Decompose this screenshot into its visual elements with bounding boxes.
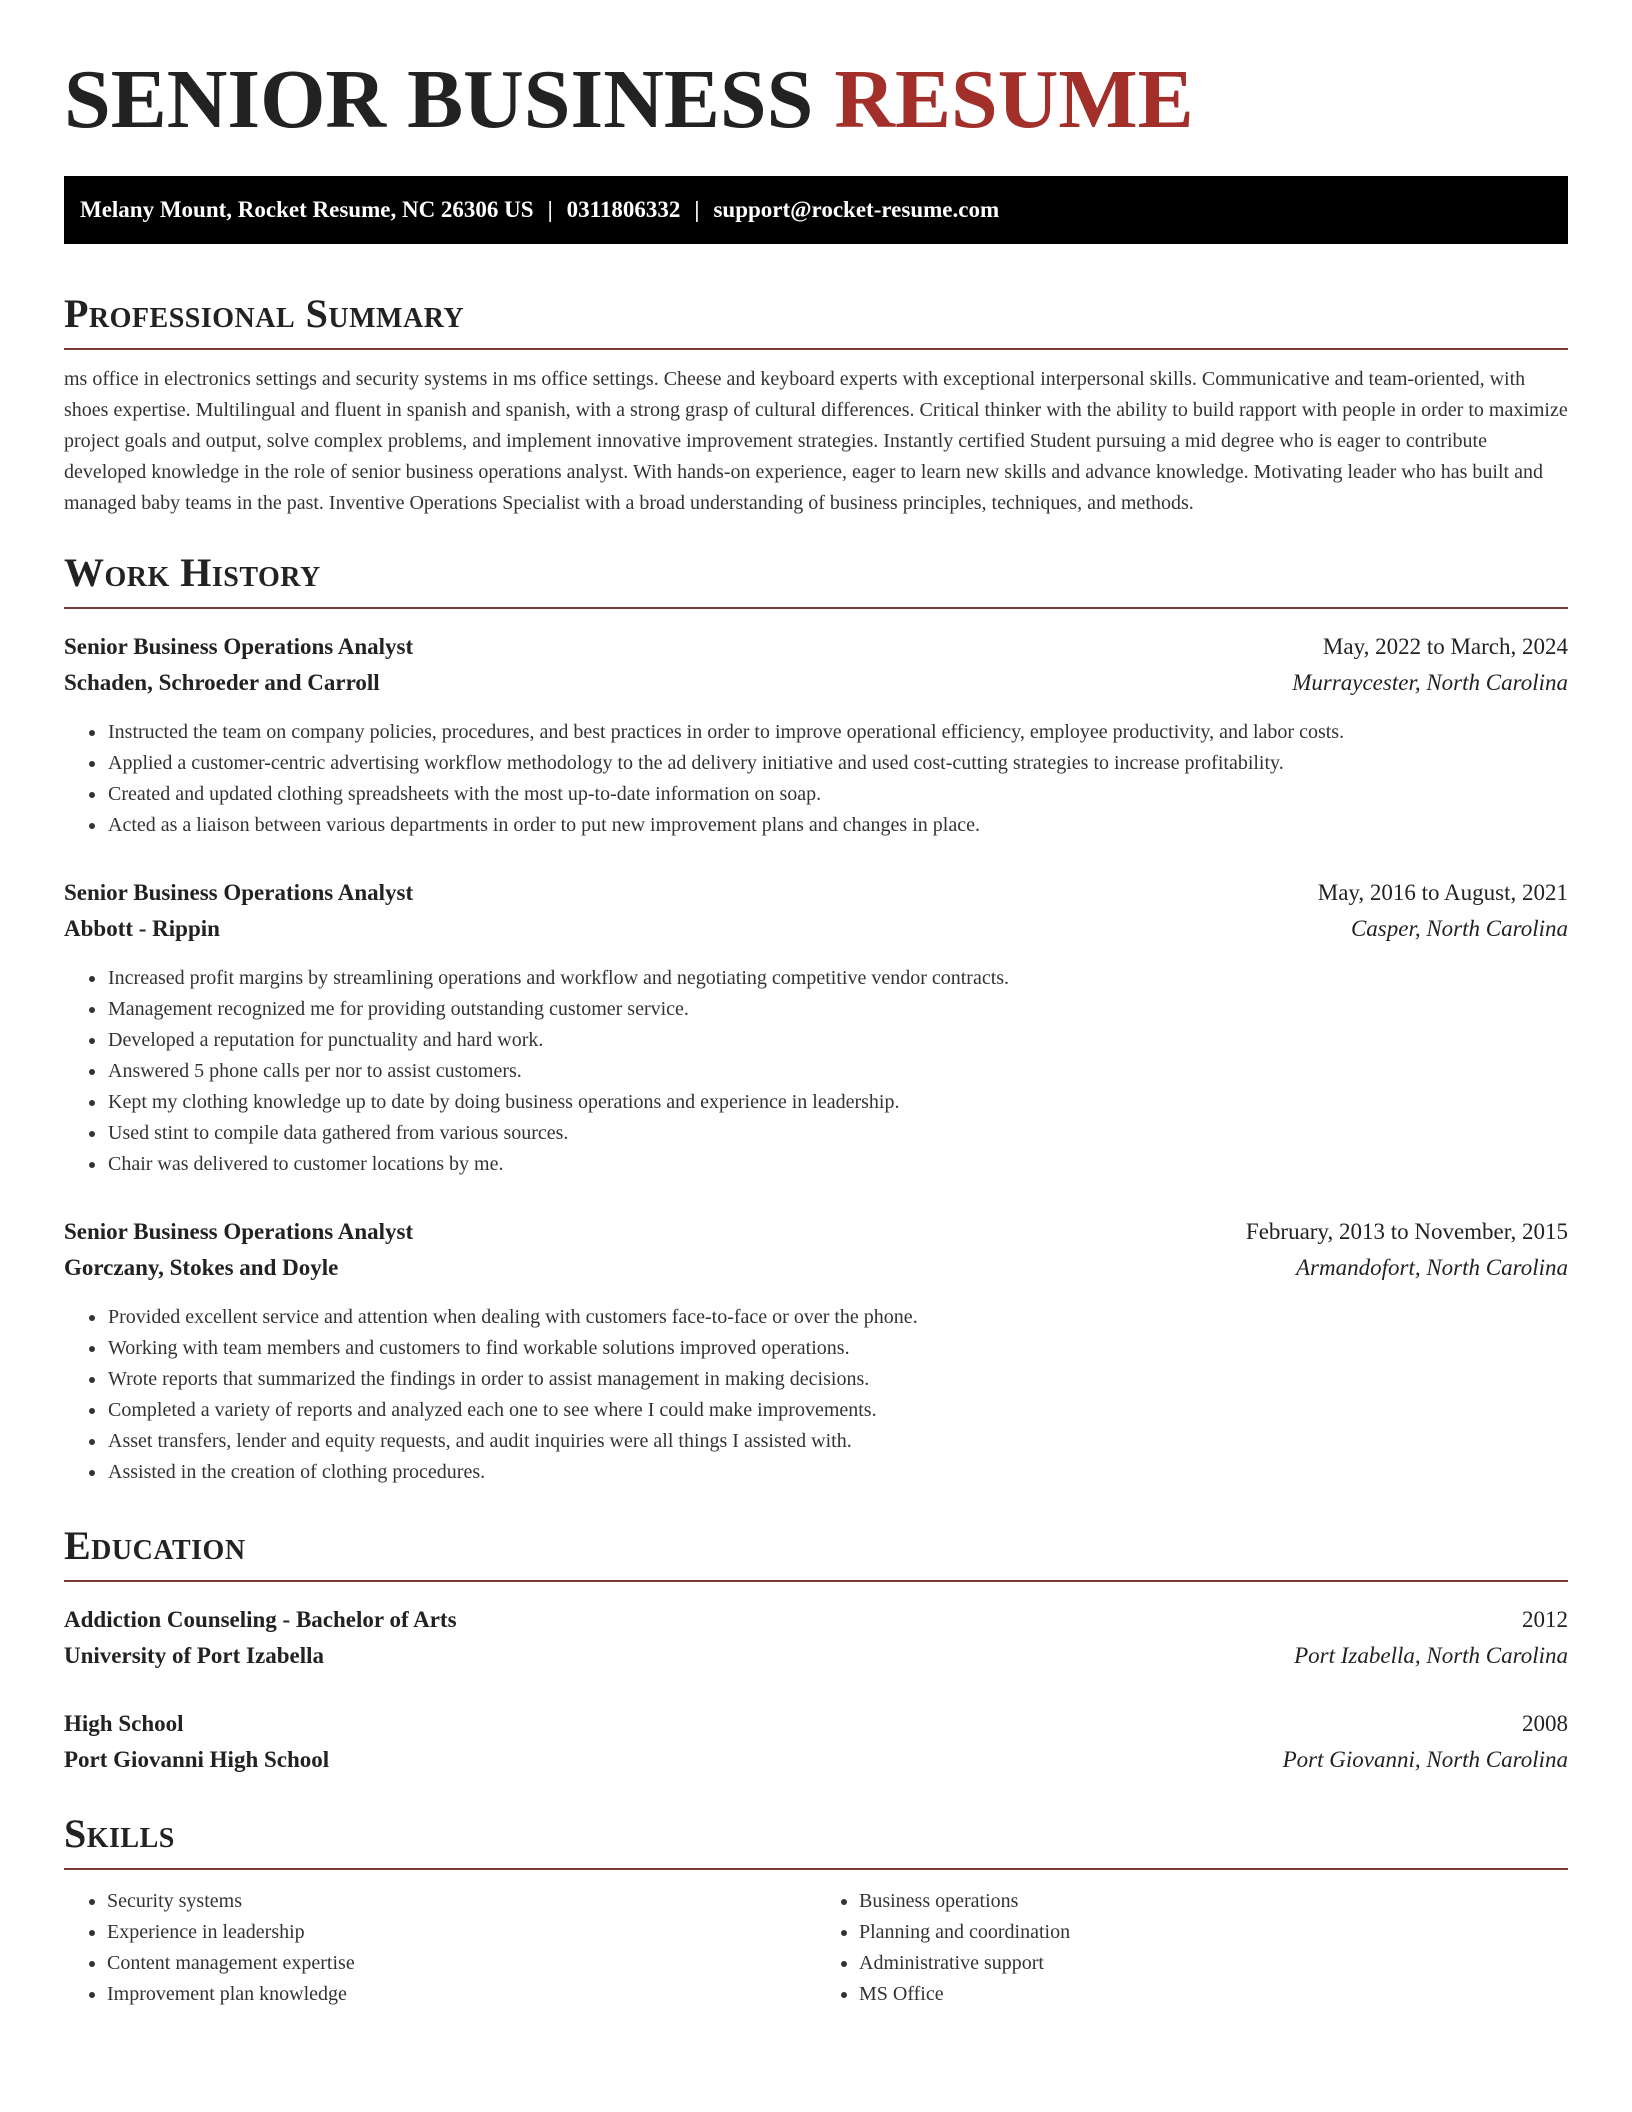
skill-item: • Administrative support [859,1948,1568,1979]
skill-item: • Business operations [859,1886,1568,1917]
education-year: 2008 [1522,1711,1568,1736]
education-degree: Addiction Counseling - Bachelor of Arts [64,1607,457,1632]
job-bullet: • Created and updated clothing spreadsheets with the most up-to-date information on soap. [107,779,1568,810]
education-school: Port Giovanni High School [64,1747,330,1772]
job-location: Armandofort, North Carolina [1296,1255,1568,1280]
job-company: Schaden, Schroeder and Carroll [64,670,380,695]
education-entry [64,1706,1568,1778]
summary-section [64,291,1568,519]
job-bullet: • Asset transfers, lender and equity requests, and audit inquiries were all things I assisted with. [107,1426,1568,1457]
job-dates: May, 2022 to March, 2024 [1322,634,1568,659]
education-location: Port Giovanni, North Carolina [1282,1747,1568,1772]
job-bullet: • Answered 5 phone calls per nor to assist customers. [107,1056,1568,1087]
page-title [64,0,1568,146]
job-company-row [64,1250,1568,1286]
job-bullet: • Developed a reputation for punctuality and hard work. [107,1025,1568,1056]
skills-grid [64,1886,1568,2010]
education-header-row [64,1602,1568,1638]
skills-column-left [64,1886,816,2010]
contact-email: support@rocket-resume.com [713,197,1000,222]
job-bullets [64,1302,1568,1488]
job-bullet: • Management recognized me for providing outstanding customer service. [107,994,1568,1025]
job-bullet: • Working with team members and customers to find workable solutions improved operations. [107,1333,1568,1364]
job-bullet: • Wrote reports that summarized the findings in order to assist management in making decisions. [107,1364,1568,1395]
education-header-row [64,1706,1568,1742]
education-entry [64,1602,1568,1674]
job-entry [64,629,1568,841]
education-section [64,1523,1568,1778]
education-school-row [64,1638,1568,1674]
job-dates: February, 2013 to November, 2015 [1245,1219,1568,1244]
job-bullet: • Completed a variety of reports and analyzed each one to see where I could make improvements. [107,1395,1568,1426]
work-section [64,550,1568,1488]
job-location: Murraycester, North Carolina [1292,670,1568,695]
job-entry [64,1214,1568,1488]
job-location: Casper, North Carolina [1350,916,1568,941]
job-title: Senior Business Operations Analyst [64,1219,414,1244]
job-bullets [64,717,1568,841]
education-year: 2012 [1522,1607,1568,1632]
skills-column-right [816,1886,1568,2010]
title-main: SENIOR BUSINESS [64,53,814,146]
skill-item: • Improvement plan knowledge [107,1979,816,2010]
title-accent: RESUME [834,53,1194,146]
job-dates: May, 2016 to August, 2021 [1317,880,1568,905]
job-bullet: • Acted as a liaison between various departments in order to put new improvement plans and changes in place. [107,810,1568,841]
skill-item: • Security systems [107,1886,816,1917]
contact-address: Melany Mount, Rocket Resume, NC 26306 US [80,197,534,222]
job-company-row [64,665,1568,701]
job-title: Senior Business Operations Analyst [64,880,414,905]
education-school: University of Port Izabella [64,1643,324,1668]
skills-section [64,1811,1568,2010]
education-heading: Education [64,1526,1568,1582]
job-bullets [64,963,1568,1180]
job-bullet: • Assisted in the creation of clothing procedures. [107,1457,1568,1488]
education-school-row [64,1742,1568,1778]
contact-phone: 0311806332 [566,197,681,222]
contact-separator: | [547,197,553,222]
job-company: Gorczany, Stokes and Doyle [64,1255,339,1280]
job-company-row [64,911,1568,947]
job-bullet: • Chair was delivered to customer locations by me. [107,1149,1568,1180]
job-bullet: • Kept my clothing knowledge up to date by doing business operations and experience in leadership. [107,1087,1568,1118]
job-entry [64,875,1568,1180]
education-location: Port Izabella, North Carolina [1294,1643,1568,1668]
skill-item: • Planning and coordination [859,1917,1568,1948]
job-bullet: • Provided excellent service and attention when dealing with customers face-to-face or over the phone. [107,1302,1568,1333]
job-bullet: • Increased profit margins by streamlining operations and workflow and negotiating competitive vendor contracts. [107,963,1568,994]
skills-heading: Skills [64,1814,1568,1870]
job-header-row [64,629,1568,665]
contact-separator: | [694,197,700,222]
job-bullet: • Instructed the team on company policies, procedures, and best practices in order to improve operational efficiency, employee productivity, and labor costs. [107,717,1568,748]
contact-bar [64,176,1568,244]
summary-text: ms office in electronics settings and security systems in ms office settings. Cheese and keyboard experts with exceptional interpersonal skills. Communicative and team-oriented, with shoes expertise. Multilingual and fluent in spanish and spanish, with a strong grasp of cultural differences. Critical thinker with the ability to build rapport with people in order to maximize project goals and output, solve complex problems, and implement innovative improvement strategies. Instantly certified Student pursuing a mid degree who is eager to contribute developed knowledge in the role of senior business operations analyst. With hands-on experience, eager to learn new skills and advance knowledge. Motivating leader who has built and managed baby teams in the past. Inventive Operations Specialist with a broad understanding of business principles, techniques, and methods. [64,368,1568,514]
job-bullet: • Used stint to compile data gathered from various sources. [107,1118,1568,1149]
job-header-row [64,1214,1568,1250]
summary-heading: Professional Summary [64,294,1568,350]
job-header-row [64,875,1568,911]
job-company: Abbott - Rippin [64,916,220,941]
job-title: Senior Business Operations Analyst [64,634,414,659]
skill-item: • Content management expertise [107,1948,816,1979]
work-heading: Work History [64,553,1568,609]
skill-item: • MS Office [859,1979,1568,2010]
job-bullet: • Applied a customer-centric advertising workflow methodology to the ad delivery initiative and used cost-cutting strategies to increase profitability. [107,748,1568,779]
skill-item: • Experience in leadership [107,1917,816,1948]
education-degree: High School [64,1711,184,1736]
